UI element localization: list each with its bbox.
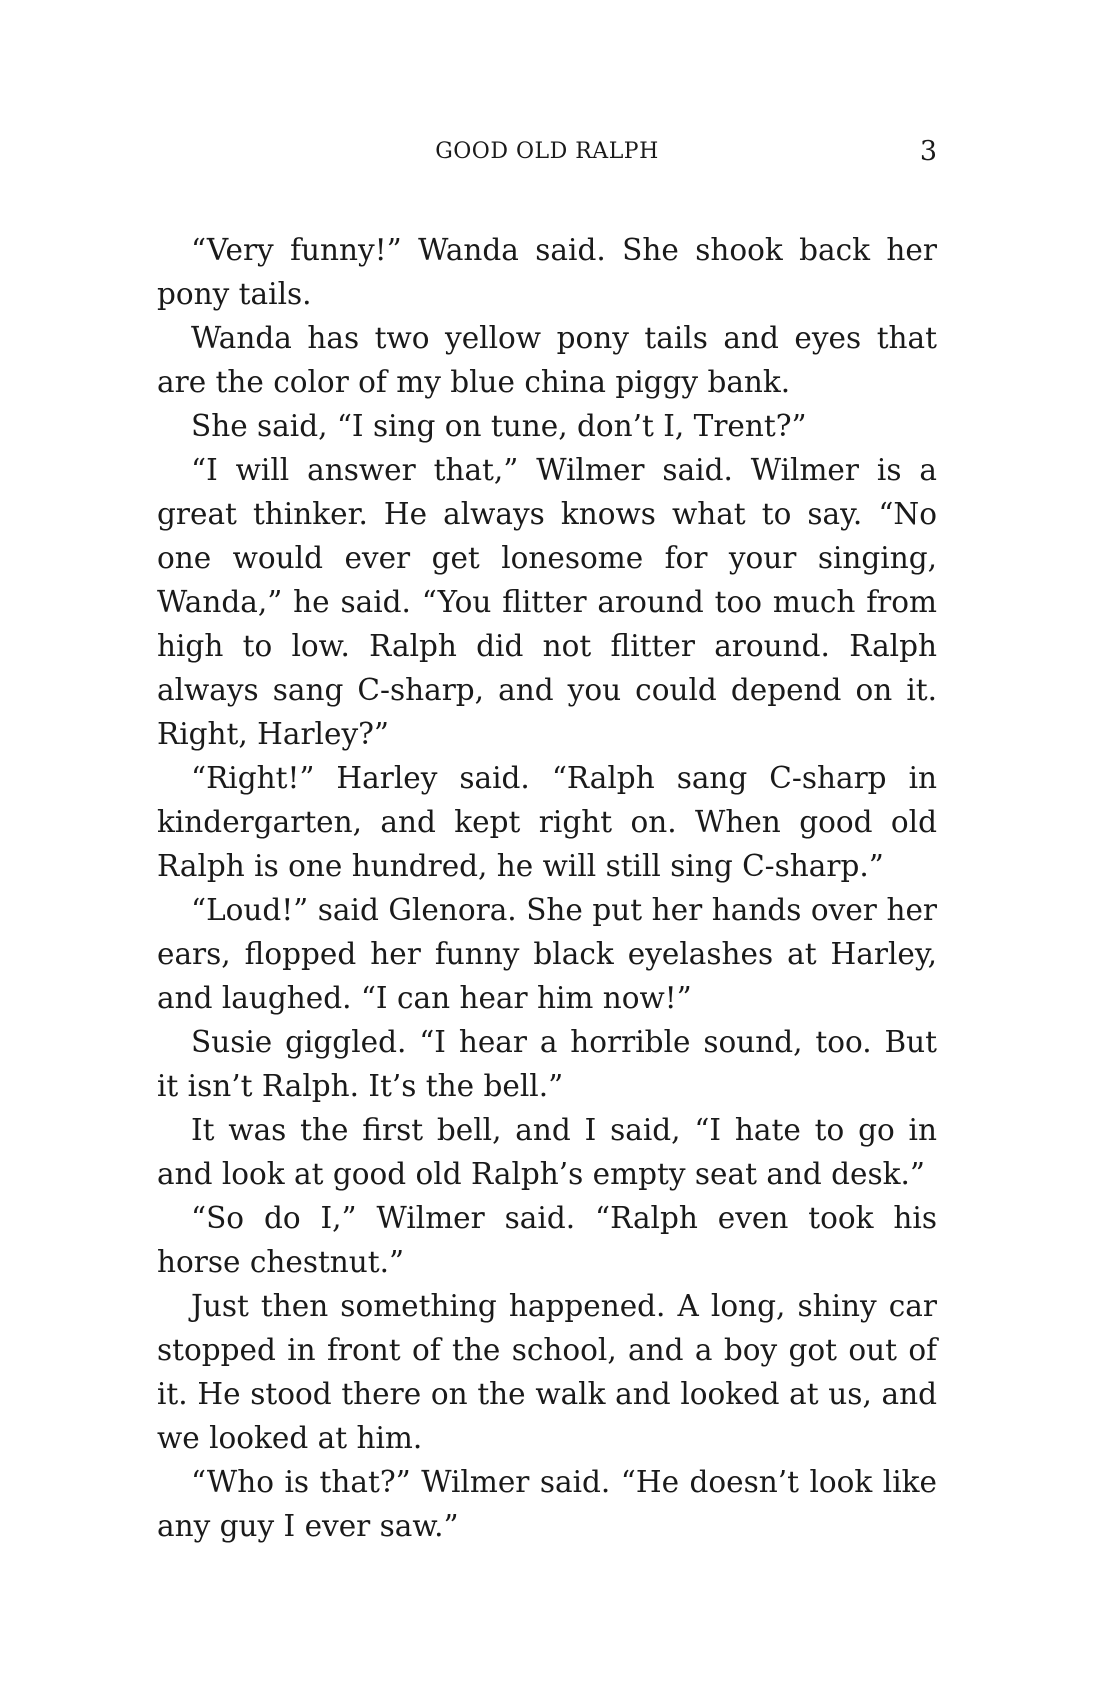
paragraph: Susie giggled. “I hear a horrible sound, too. But it isn’t Ralph. It’s the bell.”: [157, 1025, 937, 1103]
running-head: [157, 132, 937, 172]
paragraph: Just then something happened. A long, shiny car stopped in front of the school, and a boy got out of it. He stood there on the walk and looked at us, and we looked at him.: [157, 1289, 937, 1455]
paragraph: It was the first bell, and I said, “I hate to go in and look at good old Ralph’s empty seat and desk.”: [157, 1113, 937, 1191]
paragraph: “Right!” Harley said. “Ralph sang C-sharp in kindergarten, and kept right on. When good old Ralph is one hundred, he will still sing C-sharp.”: [157, 761, 937, 883]
body-text: [157, 228, 937, 1548]
paragraph: “Very funny!” Wanda said. She shook back her pony tails.: [157, 233, 937, 311]
paragraph: “I will answer that,” Wilmer said. Wilmer is a great thinker. He always knows what to say. “No one would ever get lonesome for your singing, Wanda,” he said. “You flitter around too much from high to low. Ralph did not flitter around. Ralph always sang C-sharp, and you could depend on it. Right, Harley?”: [157, 453, 937, 751]
paragraph: She said, “I sing on tune, don’t I, Trent?”: [191, 409, 807, 443]
paragraph: “So do I,” Wilmer said. “Ralph even took his horse chestnut.”: [157, 1201, 937, 1279]
paragraph: “Loud!” said Glenora. She put her hands over her ears, flopped her funny black eyelashes at Harley, and laughed. “I can hear him now!”: [157, 893, 937, 1015]
paragraph: “Who is that?” Wilmer said. “He doesn’t look like any guy I ever saw.”: [157, 1465, 937, 1543]
paragraph: Wanda has two yellow pony tails and eyes that are the color of my blue china piggy bank.: [157, 321, 937, 399]
page-number: 3: [919, 136, 937, 167]
running-title: GOOD OLD RALPH: [435, 139, 659, 164]
